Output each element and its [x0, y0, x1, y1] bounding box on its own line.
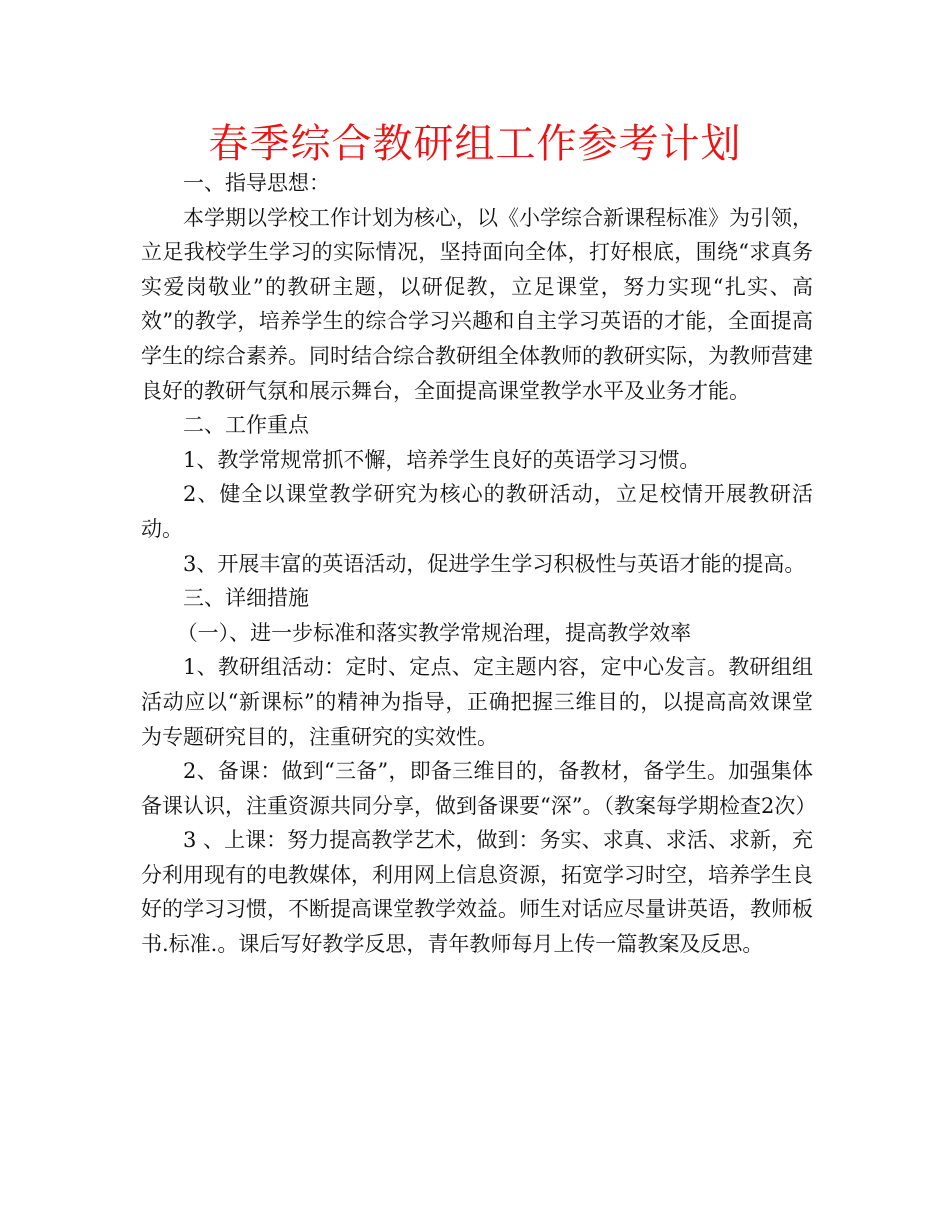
section-heading-measures: 三、详细措施	[183, 586, 309, 611]
list-item-measure-2: 2、备课：做到“三备”，即备三维目的，备教材，备学生。加强集体备课认识，注重资源共同分享，做到备课要“深”。（教案每学期检查2次）	[141, 759, 817, 818]
list-item-measure-1: 1、教研组活动：定时、定点、定主题内容，定中心发言。教研组组活动应以“新课标”的精神为指导，正确把握三维目的，以提高高效课堂为专题研究目的，注重研究的实效性。	[141, 655, 813, 749]
list-item-focus-2: 2、健全以课堂教学研究为核心的教研活动，立足校情开展教研活动。	[141, 482, 813, 541]
paragraph-guiding-thought: 本学期以学校工作计划为核心，以《小学综合新课程标准》为引领，立足我校学生学习的实际情况，坚持面向全体，打好根底，围绕“求真务实爱岗敬业”的教研主题，以研促教，立足课堂，努力实现“扎实、高效”的教学，培养学生的综合学习兴趣和自主学习英语的才能，全面提高学生的综合素养。同时结合综合教研组全体教师的教研实际，为教师营建良好的教研气氛和展示舞台，全面提高课堂教学水平及业务才能。	[141, 205, 813, 403]
section-heading-work-focus: 二、工作重点	[183, 413, 309, 438]
document-body	[141, 166, 817, 962]
list-item-measure-3: 3 、上课：努力提高教学艺术，做到：务实、求真、求活、求新，充分利用现有的电教媒体，利用网上信息资源，拓宽学习时空，培养学生良好的学习习惯，不断提高课堂教学效益。师生对话应尽量讲英语，教师板书.标准.。课后写好教学反思，青年教师每月上传一篇教案及反思。	[141, 828, 813, 957]
list-item-focus-1: 1、教学常规常抓不懈，培养学生良好的英语学习习惯。	[183, 447, 701, 472]
list-item-focus-3: 3、开展丰富的英语活动，促进学生学习积极性与英语才能的提高。	[183, 551, 806, 576]
subsection-heading-1: （一）、进一步标准和落实教学常规治理，提高教学效率	[176, 620, 692, 645]
section-heading-guiding-thought: 一、指导思想：	[183, 171, 330, 195]
document-title: 春季综合教研组工作参考计划	[208, 121, 742, 167]
